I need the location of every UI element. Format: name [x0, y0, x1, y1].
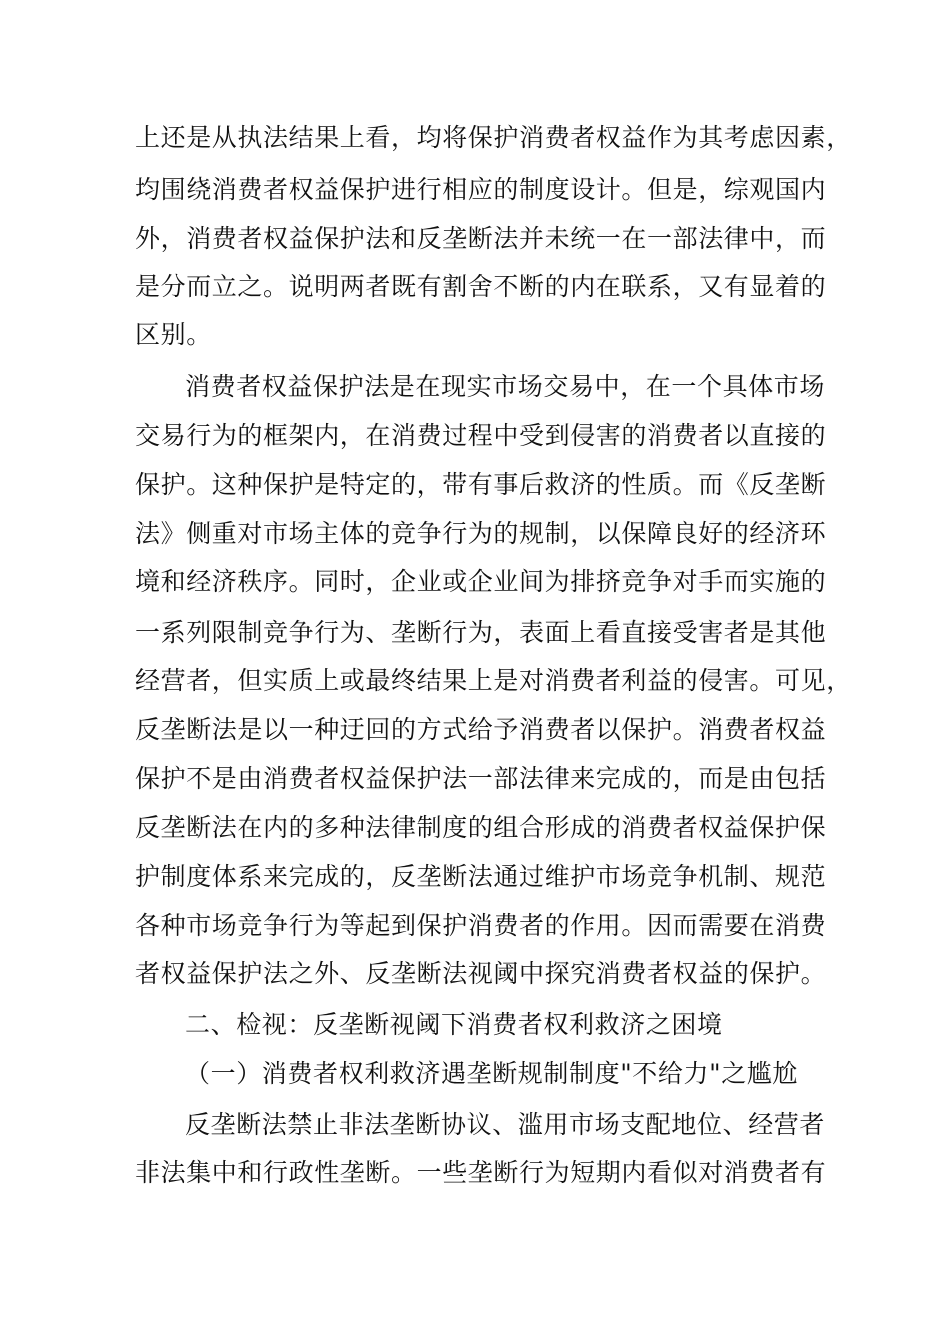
paragraph-line: 外，消费者权益保护法和反垄断法并未统一在一部法律中，而: [135, 224, 827, 253]
paragraph-line: 非法集中和行政性垄断。一些垄断行为短期内看似对消费者有: [135, 1158, 827, 1187]
paragraph-line: 者权益保护法之外、反垄断法视阈中探究消费者权益的保护。: [135, 959, 827, 988]
paragraph-line: 保护。这种保护是特定的，带有事后救济的性质。而《反垄断: [135, 470, 827, 499]
section-heading: 二、检视：反垄断视阈下消费者权利救济之困境: [185, 1010, 723, 1039]
paragraph-line: 保护不是由消费者权益保护法一部法律来完成的，而是由包括: [135, 764, 827, 793]
paragraph-line: 各种市场竞争行为等起到保护消费者的作用。因而需要在消费: [135, 911, 827, 940]
paragraph-line: 消费者权益保护法是在现实市场交易中，在一个具体市场: [185, 372, 826, 401]
paragraph-line: 护制度体系来完成的，反垄断法通过维护市场竞争机制、规范: [135, 862, 827, 891]
paragraph-line: 上还是从执法结果上看，均将保护消费者权益作为其考虑因素，: [135, 123, 852, 152]
paragraph-line: 反垄断法是以一种迂回的方式给予消费者以保护。消费者权益: [135, 715, 827, 744]
paragraph-line: 经营者，但实质上或最终结果上是对消费者利益的侵害。可见，: [135, 666, 852, 695]
paragraph-line: 境和经济秩序。同时，企业或企业间为排挤竞争对手而实施的: [135, 567, 827, 596]
paragraph-line: 交易行为的框架内，在消费过程中受到侵害的消费者以直接的: [135, 421, 827, 450]
paragraph-line: 一系列限制竞争行为、垄断行为，表面上看直接受害者是其他: [135, 618, 827, 647]
paragraph-line: 是分而立之。说明两者既有割舍不断的内在联系，又有显着的: [135, 272, 827, 301]
paragraph-line: 区别。: [135, 320, 212, 349]
paragraph-line: 反垄断法禁止非法垄断协议、滥用市场支配地位、经营者: [185, 1110, 826, 1139]
paragraph-line: 均围绕消费者权益保护进行相应的制度设计。但是，综观国内: [135, 175, 827, 204]
subsection-heading: （一）消费者权利救济遇垄断规制制度"不给力"之尴尬: [185, 1059, 798, 1088]
paragraph-line: 反垄断法在内的多种法律制度的组合形成的消费者权益保护保: [135, 813, 827, 842]
paragraph-line: 法》侧重对市场主体的竞争行为的规制，以保障良好的经济环: [135, 519, 827, 548]
